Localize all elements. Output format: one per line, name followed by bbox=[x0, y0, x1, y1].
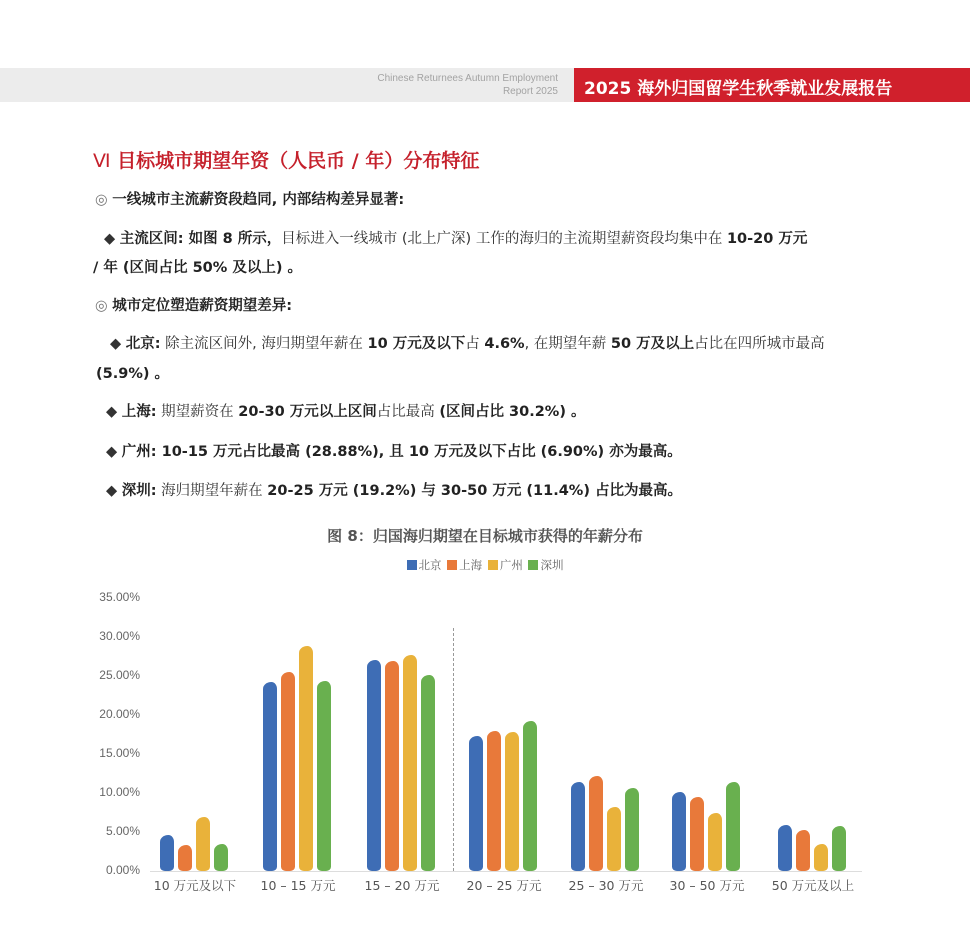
shanghai-bold1: 20-30 万元以上区间 bbox=[238, 404, 377, 420]
diamond-bullet-icon: ◆ bbox=[110, 336, 122, 352]
bar-广州-5 bbox=[708, 813, 722, 871]
diamond-bullet-icon: ◆ bbox=[106, 444, 118, 460]
shenzhen-bold1: 20-25 万元 (19.2%) 与 30-50 万元 (11.4%) 占比为最高。 bbox=[267, 483, 682, 499]
legend-item-shanghai bbox=[447, 557, 482, 573]
legend-swatch bbox=[528, 560, 538, 570]
paragraph-beijing bbox=[110, 334, 900, 354]
paragraph-beijing-line2 bbox=[96, 364, 169, 384]
subheading-2-text: 城市定位塑造薪资期望差异: bbox=[112, 298, 293, 314]
header-red-band bbox=[574, 68, 970, 102]
bar-北京-2 bbox=[367, 660, 381, 871]
mainstream-label: 主流区间: 如图 8 所示， bbox=[119, 231, 282, 247]
bar-深圳-1 bbox=[317, 681, 331, 871]
paragraph-guangzhou bbox=[106, 442, 682, 462]
section-number: Ⅵ bbox=[93, 150, 111, 172]
beijing-label: 北京: bbox=[125, 336, 161, 352]
bar-广州-0 bbox=[196, 817, 210, 871]
chart-legend bbox=[0, 557, 970, 573]
shenzhen-text1: 海归期望年薪在 bbox=[156, 483, 268, 499]
bar-北京-4 bbox=[571, 782, 585, 871]
legend-swatch bbox=[488, 560, 498, 570]
bar-广州-2 bbox=[403, 655, 417, 871]
bar-北京-0 bbox=[160, 835, 174, 871]
x-tick-label: 20 – 25 万元 bbox=[466, 878, 542, 893]
dashed-divider bbox=[453, 628, 454, 871]
bar-北京-5 bbox=[672, 792, 686, 871]
beijing-bold1: 10 万元及以下 bbox=[367, 336, 466, 352]
x-tick-label: 30 – 50 万元 bbox=[669, 878, 745, 893]
legend-label: 上海 bbox=[459, 558, 483, 572]
beijing-text2: 占 bbox=[465, 336, 485, 352]
bar-深圳-5 bbox=[726, 782, 740, 871]
header-english-title bbox=[377, 72, 558, 98]
subheading-2 bbox=[95, 296, 292, 316]
paragraph-shenzhen bbox=[106, 481, 682, 501]
legend-item-beijing bbox=[407, 557, 442, 573]
bar-深圳-0 bbox=[214, 844, 228, 871]
bar-chart bbox=[0, 580, 970, 910]
legend-label: 深圳 bbox=[540, 558, 564, 572]
y-tick-label: 10.00% bbox=[99, 785, 140, 799]
x-tick-label: 10 – 15 万元 bbox=[260, 878, 336, 893]
y-tick-label: 15.00% bbox=[99, 746, 140, 760]
legend-label: 广州 bbox=[499, 558, 523, 572]
beijing-text4: 占比在四所城市最高 bbox=[694, 336, 825, 352]
beijing-text3: , 在期望年薪 bbox=[524, 336, 611, 352]
legend-label: 北京 bbox=[418, 558, 442, 572]
legend-swatch bbox=[407, 560, 417, 570]
y-tick-label: 5.00% bbox=[105, 824, 140, 838]
bar-上海-2 bbox=[385, 661, 399, 871]
y-tick-label: 0.00% bbox=[105, 863, 140, 877]
y-tick-label: 20.00% bbox=[99, 707, 140, 721]
shenzhen-label: 深圳: bbox=[121, 483, 157, 499]
bar-北京-6 bbox=[778, 825, 792, 871]
bar-上海-6 bbox=[796, 830, 810, 871]
subheading-1-text: 一线城市主流薪资段趋同, 内部结构差异显著: bbox=[112, 192, 405, 208]
subheading-1 bbox=[95, 190, 404, 210]
beijing-bold3: 50 万及以上 bbox=[610, 336, 695, 352]
shanghai-text2: 占比最高 bbox=[376, 404, 440, 420]
legend-swatch bbox=[447, 560, 457, 570]
bar-广州-6 bbox=[814, 844, 828, 871]
bar-深圳-2 bbox=[421, 675, 435, 871]
x-tick-label: 15 – 20 万元 bbox=[364, 878, 440, 893]
x-axis-line bbox=[150, 871, 862, 872]
shanghai-text1: 期望薪资在 bbox=[156, 404, 239, 420]
bar-上海-5 bbox=[690, 797, 704, 871]
bar-深圳-4 bbox=[625, 788, 639, 871]
y-tick-label: 35.00% bbox=[99, 590, 140, 604]
bar-广州-1 bbox=[299, 646, 313, 871]
bar-广州-3 bbox=[505, 732, 519, 871]
section-title bbox=[93, 146, 479, 173]
report-header bbox=[0, 68, 970, 102]
mainstream-range: 10-20 万元 bbox=[726, 231, 808, 247]
y-tick-label: 25.00% bbox=[99, 668, 140, 682]
section-title-text: 目标城市期望年资（人民币 / 年）分布特征 bbox=[117, 150, 480, 172]
header-english-line1: Chinese Returnees Autumn Employment bbox=[377, 73, 558, 84]
shanghai-bold2: (区间占比 30.2%) 。 bbox=[439, 404, 586, 420]
bar-上海-0 bbox=[178, 845, 192, 871]
paragraph-shanghai bbox=[106, 402, 586, 422]
beijing-bold2: 4.6% bbox=[484, 336, 525, 352]
x-tick-label: 10 万元及以下 bbox=[153, 878, 237, 893]
bar-深圳-3 bbox=[523, 721, 537, 871]
header-english-line2: Report 2025 bbox=[502, 86, 558, 97]
mainstream-text: 目标进入一线城市 (北上广深) 工作的海归的主流期望薪资段均集中在 bbox=[281, 231, 727, 247]
diamond-bullet-icon: ◆ bbox=[104, 231, 116, 247]
beijing-text1: 除主流区间外, 海归期望年薪在 bbox=[160, 336, 368, 352]
bar-深圳-6 bbox=[832, 826, 846, 871]
paragraph-mainstream bbox=[104, 229, 894, 249]
bar-北京-3 bbox=[469, 736, 483, 871]
bar-广州-4 bbox=[607, 807, 621, 871]
guangzhou-text: 10-15 万元占比最高 (28.88%), 且 10 万元及以下占比 (6.90%) 亦为最高。 bbox=[156, 444, 682, 460]
bar-上海-3 bbox=[487, 731, 501, 871]
x-tick-label: 25 – 30 万元 bbox=[568, 878, 644, 893]
bar-北京-1 bbox=[263, 682, 277, 871]
x-tick-label: 50 万元及以上 bbox=[771, 878, 855, 893]
legend-item-guangzhou bbox=[488, 557, 523, 573]
diamond-bullet-icon: ◆ bbox=[106, 404, 118, 420]
y-tick-label: 30.00% bbox=[99, 629, 140, 643]
bar-上海-4 bbox=[589, 776, 603, 871]
paragraph-mainstream-line2 bbox=[93, 258, 302, 278]
bar-上海-1 bbox=[281, 672, 295, 871]
mainstream-line2: / 年 (区间占比 50% 及以上) 。 bbox=[93, 260, 302, 276]
circle-bullet-icon: ◎ bbox=[95, 298, 108, 314]
chart-title: 图 8：归国海归期望在目标城市获得的年薪分布 bbox=[327, 527, 643, 545]
legend-item-shenzhen bbox=[528, 557, 563, 573]
circle-bullet-icon: ◎ bbox=[95, 192, 108, 208]
diamond-bullet-icon: ◆ bbox=[106, 483, 118, 499]
guangzhou-label: 广州: bbox=[121, 444, 157, 460]
shanghai-label: 上海: bbox=[121, 404, 157, 420]
header-chinese-title: 2025 海外归国留学生秋季就业发展报告 bbox=[584, 79, 893, 99]
beijing-line2: (5.9%) 。 bbox=[96, 366, 170, 382]
